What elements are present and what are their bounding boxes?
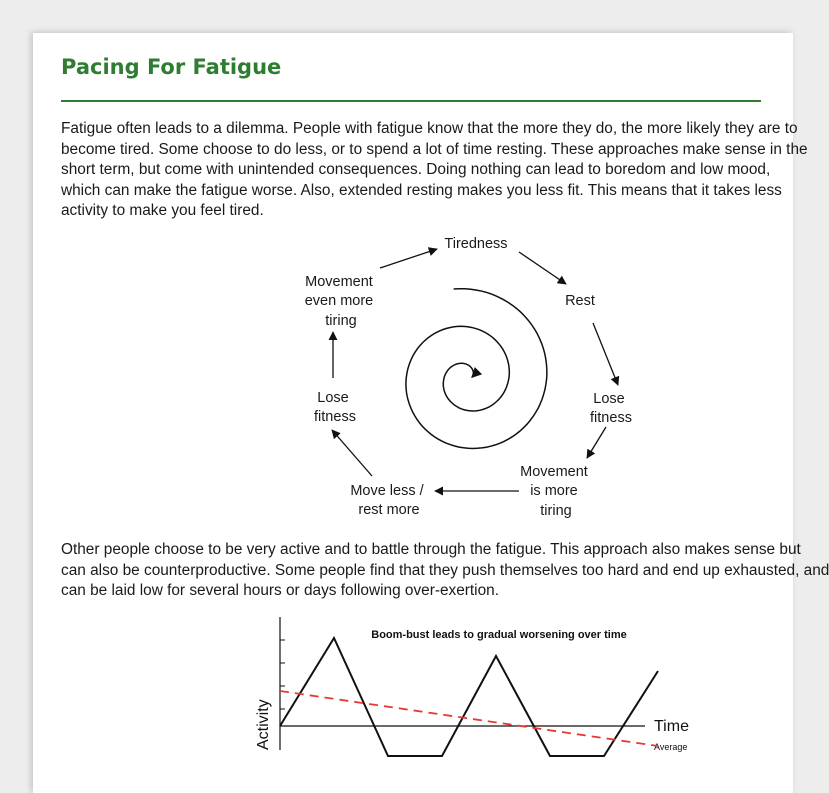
x-axis-label: Time xyxy=(654,718,689,735)
chart-title: Boom-bust leads to gradual worsening over time xyxy=(371,629,627,641)
node-lose-fitness-left: Lose fitness xyxy=(314,390,356,425)
node-movement-more-tiring: Movement is more tiring xyxy=(520,464,588,519)
average-trend-line xyxy=(280,691,658,746)
node-move-less-rest-more: Move less / rest more xyxy=(350,483,424,518)
paragraph-line: Other people choose to be very active and to battle through the fatigue. This approach also makes sense but xyxy=(61,541,801,558)
y-axis-ticks xyxy=(280,640,285,709)
activity-line xyxy=(280,638,658,756)
node-tiredness: Tiredness xyxy=(444,236,508,252)
node-rest: Rest xyxy=(565,293,595,309)
paragraph-line: activity to make you feel tired. xyxy=(61,202,264,219)
node-lose-fitness-right: Lose fitness xyxy=(590,391,632,426)
y-axis-label: Activity xyxy=(255,699,272,750)
page-title: Pacing For Fatigue xyxy=(61,55,282,79)
paragraph-line: become tired. Some choose to do less, or to spend a lot of time resting. These approaches make sense in the xyxy=(61,140,808,158)
node-movement-even-more-tiring: Movement even more tiring xyxy=(304,274,374,329)
paragraph-line: Fatigue often leads to a dilemma. People with fatigue know that the more they do, the more likely they are to xyxy=(61,120,798,137)
chart-series xyxy=(280,638,658,756)
average-label: Average xyxy=(654,742,688,752)
paragraph-line: can be laid low for several hours or days following over-exertion. xyxy=(61,582,499,599)
paragraph-line: short term, but come with unintended consequences. Doing nothing can lead to boredom and low mood, xyxy=(61,161,771,178)
paragraph-line: which can make the fatigue worse. Also, extended resting makes you less fit. This means that it takes less xyxy=(61,181,782,199)
paragraph-line: can also be counterproductive. Some people find that they push themselves too hard and end up exhausted, and xyxy=(61,561,829,579)
